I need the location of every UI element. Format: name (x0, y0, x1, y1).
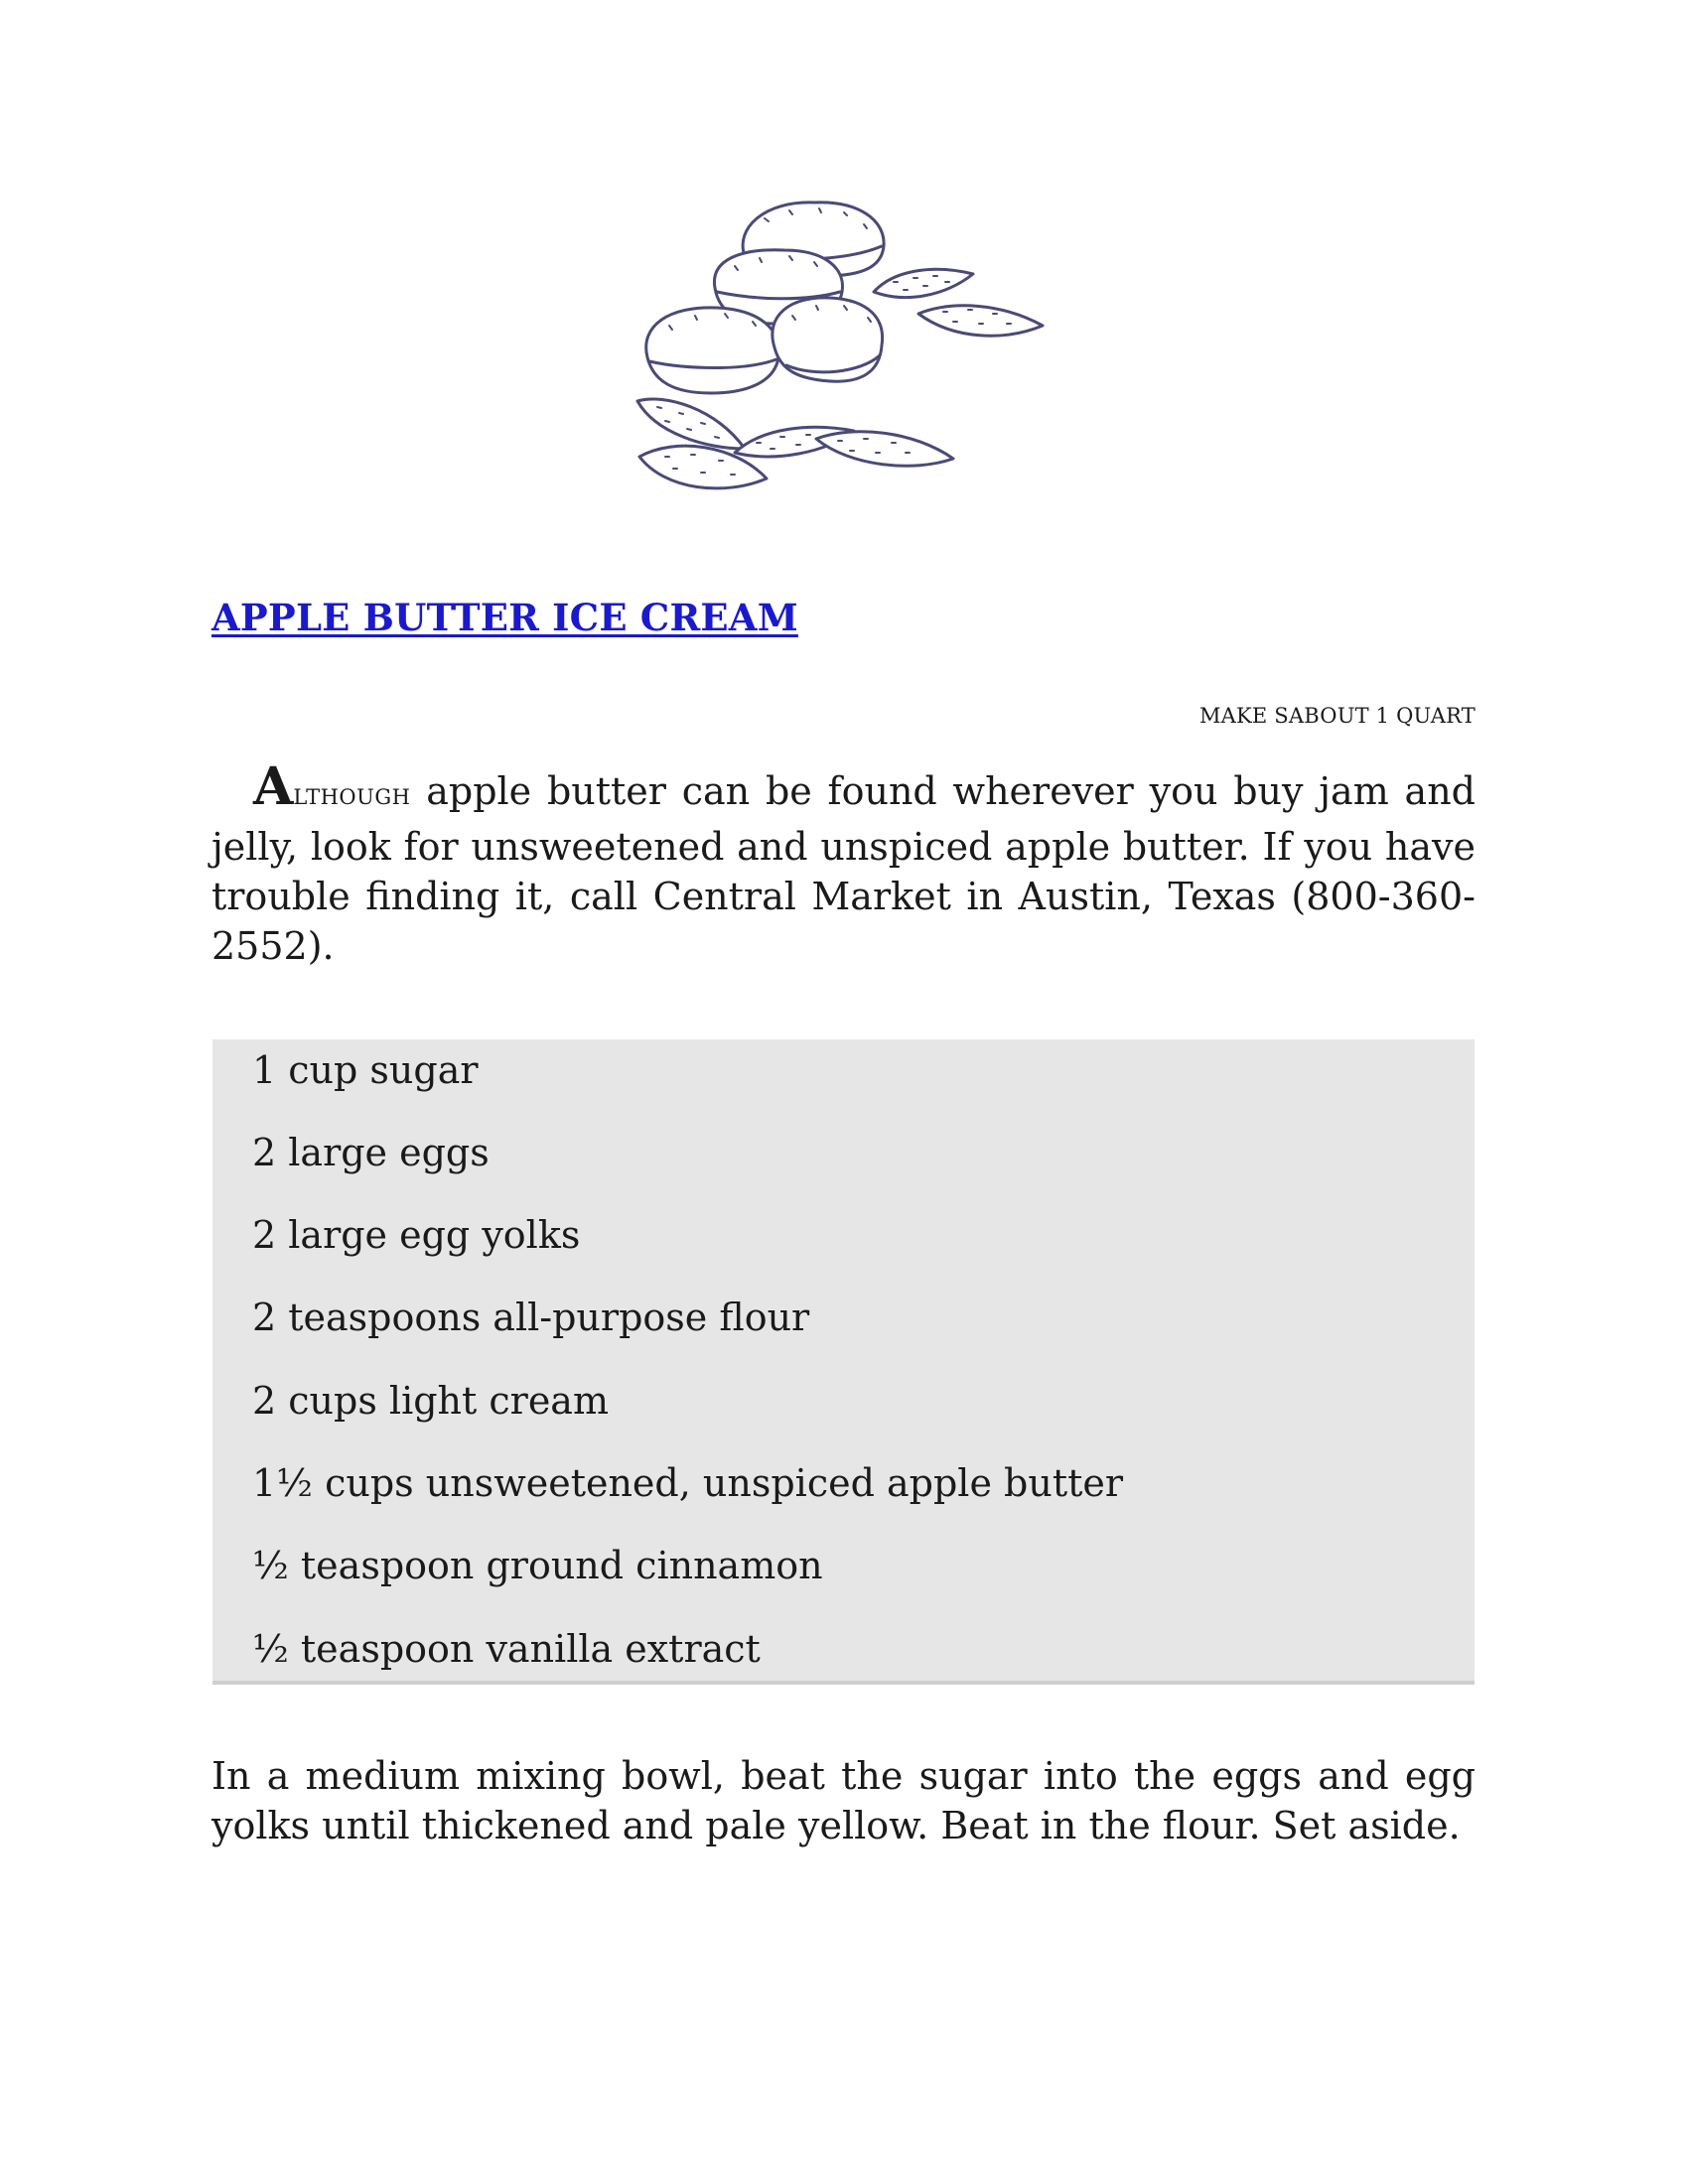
recipe-yield: MAKE SABOUT 1 QUART (1198, 704, 1476, 728)
ingredient-item: ½ teaspoon vanilla extract (252, 1627, 761, 1671)
walnut-icon (773, 298, 883, 381)
walnut-icon (646, 308, 779, 393)
intro-paragraph (211, 756, 1476, 971)
drop-cap: A (253, 756, 294, 817)
ingredient-item: ½ teaspoon ground cinnamon (252, 1544, 823, 1587)
intro-text: apple butter can be found wherever you buy jam and jelly, look for unsweetened and unspiced apple butter. If you have trouble finding it, call Central Market in Austin, Texas (800-360-2552). (211, 769, 1476, 968)
intro-small-caps: LTHOUGH (293, 785, 411, 809)
method-paragraph: In a medium mixing bowl, beat the sugar into the eggs and egg yolks until thickened and pale yellow. Beat in the flour. Set aside. (211, 1754, 1476, 1847)
ingredients-list (212, 1039, 1475, 1685)
ingredient-item: 2 large egg yolks (252, 1213, 581, 1257)
almond-icon (637, 399, 745, 449)
ingredient-item: 2 large eggs (252, 1131, 490, 1174)
ingredient-item: 1 cup sugar (252, 1048, 479, 1092)
ingredient-item: 2 teaspoons all-purpose flour (252, 1296, 810, 1339)
almond-icon (918, 306, 1043, 336)
nuts-illustration (626, 189, 1062, 516)
ingredient-item: 1½ cups unsweetened, unspiced apple butter (252, 1461, 1124, 1505)
almond-icon (816, 432, 953, 467)
recipe-title[interactable]: APPLE BUTTER ICE CREAM (211, 596, 798, 639)
almond-icon (874, 269, 973, 297)
ingredient-item: 2 cups light cream (252, 1379, 609, 1423)
